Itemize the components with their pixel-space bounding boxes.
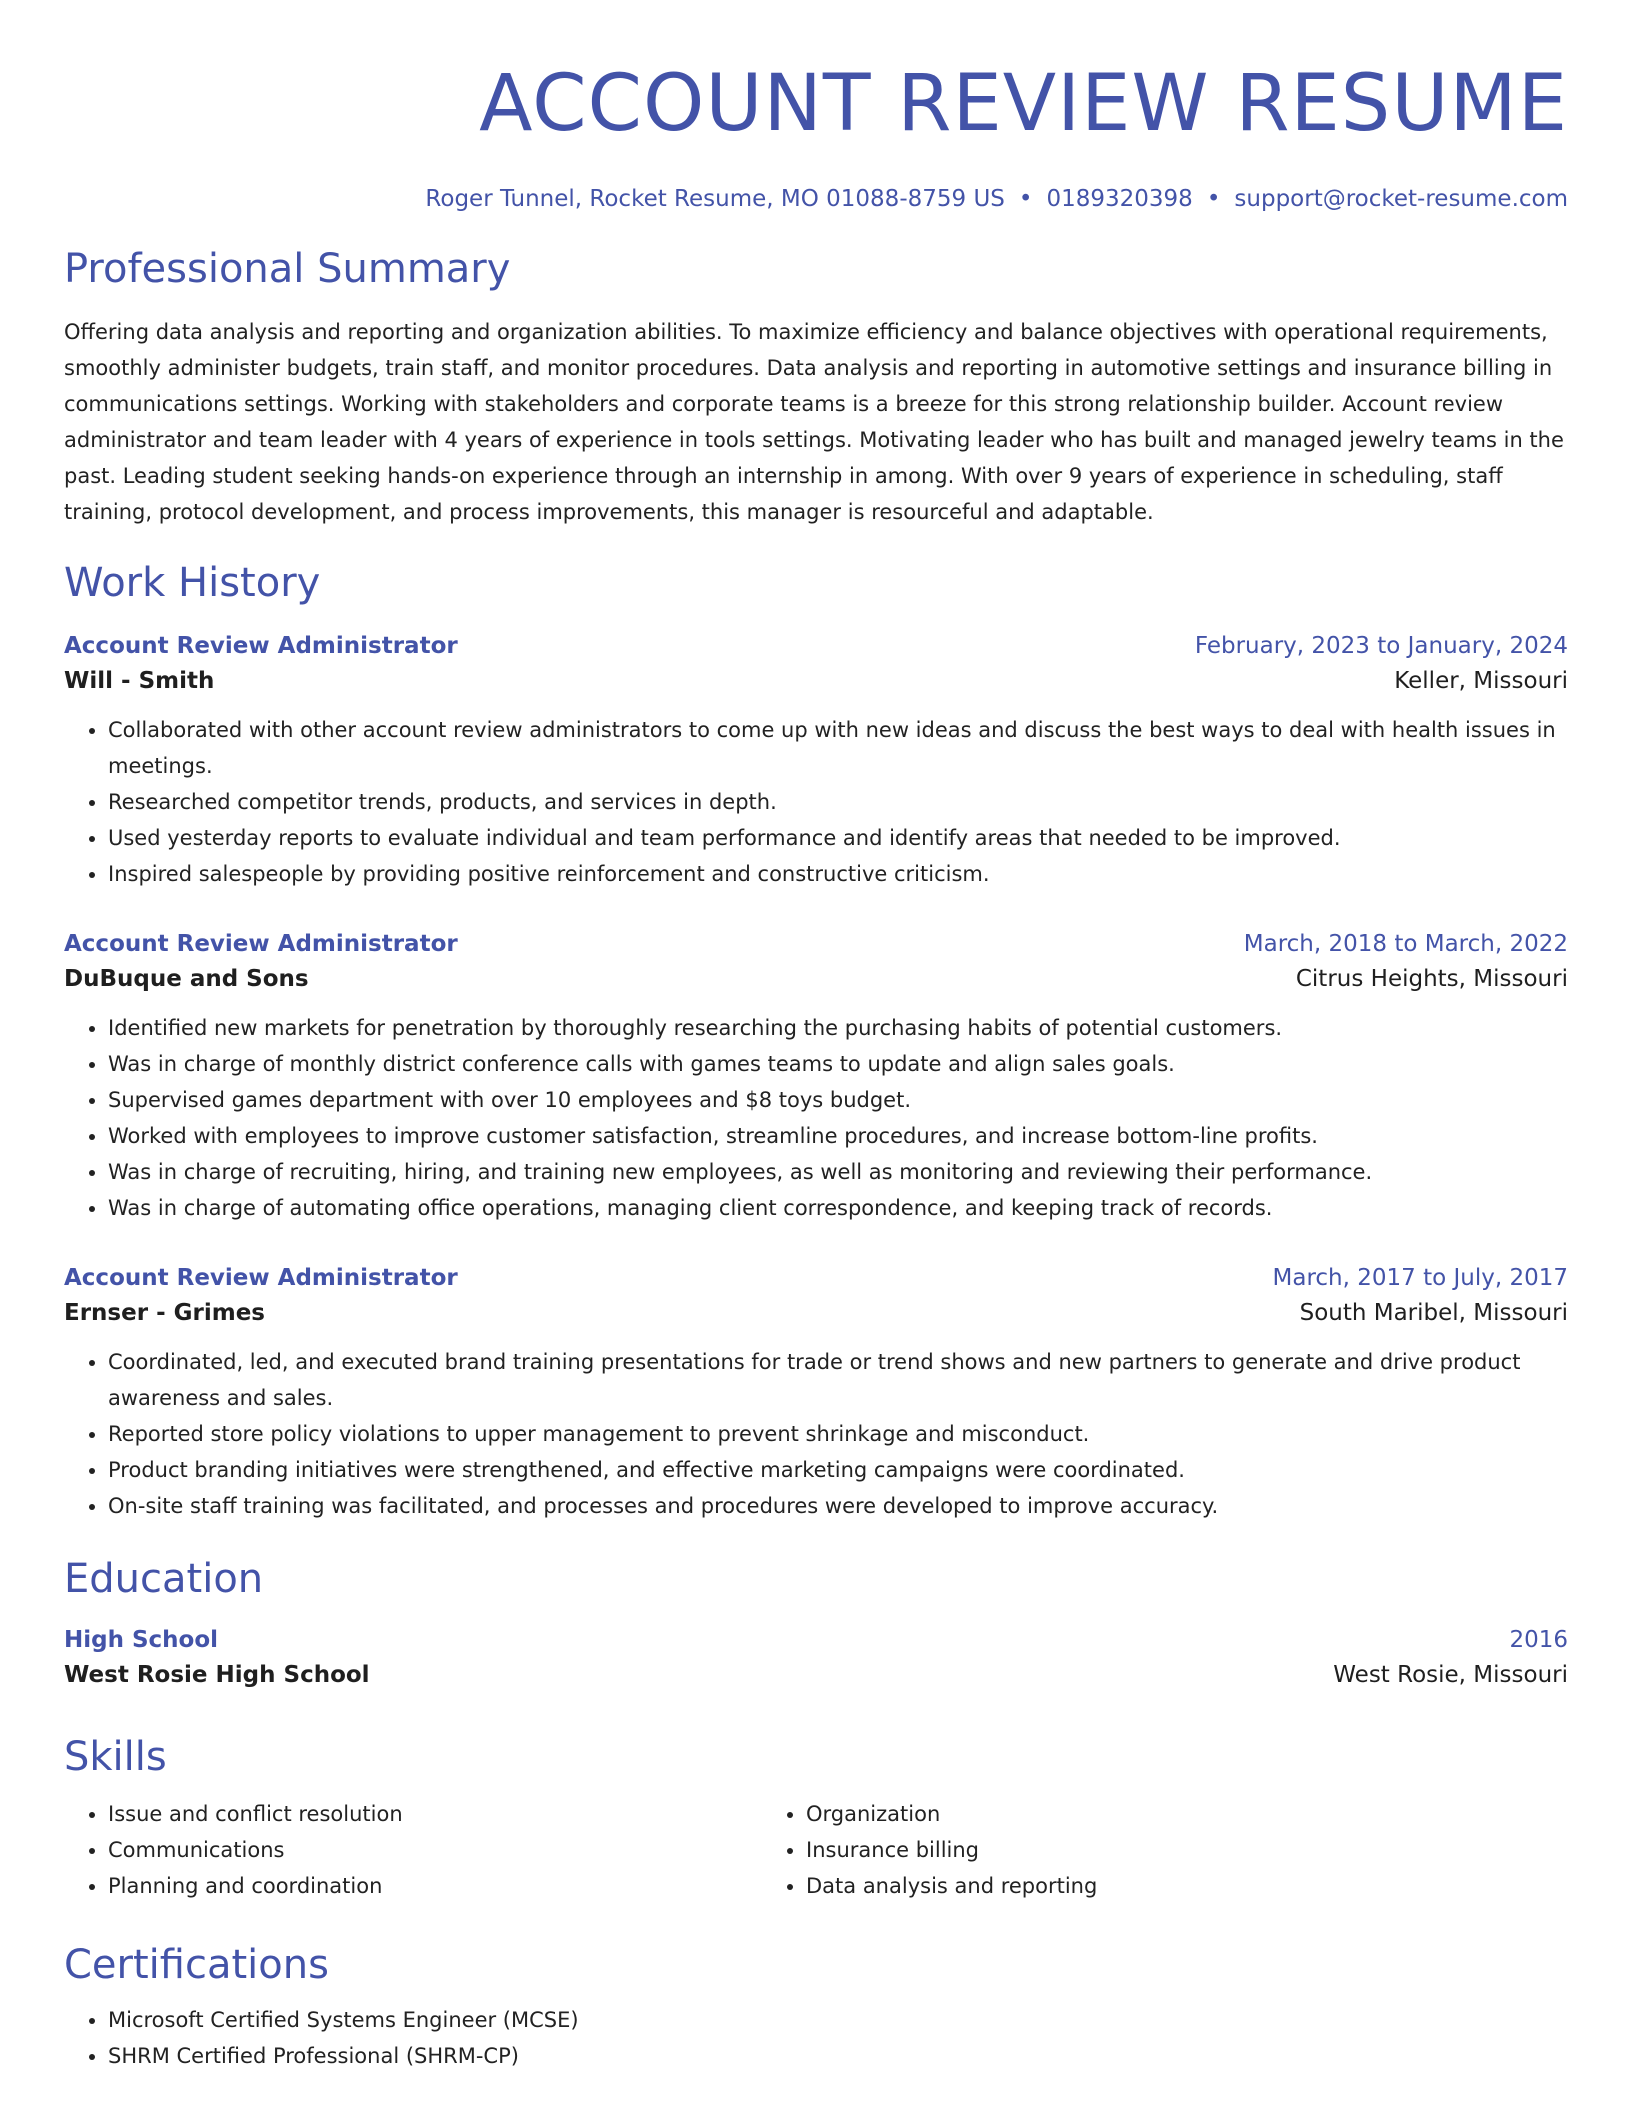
- education-school: West Rosie High School: [64, 1662, 370, 1688]
- education-section: [64, 1554, 1568, 1694]
- contact-separator: •: [1018, 186, 1033, 212]
- certification-item: • SHRM Certified Professional (SHRM-CP): [108, 2038, 1568, 2074]
- job-dates: February, 2023 to January, 2024: [1194, 633, 1568, 659]
- certifications-list: [64, 2002, 1568, 2074]
- job-bullet: • Product branding initiatives were strengthened, and effective marketing campaigns were coordinated.: [108, 1452, 1568, 1488]
- contact-separator: •: [1206, 186, 1221, 212]
- resume-page: [64, 0, 1568, 2074]
- skill-item: • Insurance billing: [806, 1832, 1460, 1868]
- certifications-section: [64, 1940, 1568, 2074]
- contact-email[interactable]: support@rocket-resume.com: [1234, 186, 1568, 212]
- job-title: Account Review Administrator: [64, 633, 458, 659]
- summary-text: Offering data analysis and reporting and organization abilities. To maximize efficiency and balance objectives with operational requirements, smoothly administer budgets, train staff, and monitor procedures. Data analysis and reporting in automotive settings and insurance billing in communications settings. Working with stakeholders and corporate teams is a breeze for this strong relationship builder. Account review administrator and team leader with 4 years of experience in tools settings. Motivating leader who has built and managed jewelry teams in the past. Leading student seeking hands-on experience through an internship in among. With over 9 years of experience in scheduling, staff training, protocol development, and process improvements, this manager is resourceful and adaptable.: [64, 320, 1564, 524]
- job-company: Ernser - Grimes: [64, 1300, 265, 1326]
- job-bullet: • Was in charge of monthly district conference calls with games teams to update and align sales goals.: [108, 1046, 1568, 1082]
- job-title: Account Review Administrator: [64, 1265, 458, 1291]
- skills-grid: [64, 1796, 1568, 1904]
- education-heading: Education: [64, 1556, 264, 1602]
- job-bullet: • Coordinated, led, and executed brand training presentations for trade or trend shows and new partners to generate and drive product awareness and sales.: [108, 1344, 1568, 1416]
- job-dates: March, 2018 to March, 2022: [1243, 931, 1568, 957]
- work-history-heading: Work History: [64, 560, 321, 606]
- job-bullet: • Worked with employees to improve customer satisfaction, streamline procedures, and increase bottom-line profits.: [108, 1118, 1568, 1154]
- job-bullet: • Supervised games department with over 10 employees and $8 toys budget.: [108, 1082, 1568, 1118]
- skills-column-right: [762, 1796, 1460, 1904]
- job-bullet: • Used yesterday reports to evaluate individual and team performance and identify areas that needed to be improved.: [108, 820, 1568, 856]
- education-location: West Rosie, Missouri: [1333, 1662, 1568, 1688]
- certification-item: • Microsoft Certified Systems Engineer (MCSE): [108, 2002, 1568, 2038]
- summary-heading: Professional Summary: [64, 246, 511, 292]
- job-bullet: • On-site staff training was facilitated, and processes and procedures were developed to improve accuracy.: [108, 1488, 1568, 1524]
- work-history-section: [64, 558, 1568, 1524]
- contact-phone: 0189320398: [1046, 186, 1193, 212]
- job-bullet: • Reported store policy violations to upper management to prevent shrinkage and misconduct.: [108, 1416, 1568, 1452]
- resume-title: ACCOUNT REVIEW RESUME: [479, 59, 1568, 149]
- summary-section: [64, 244, 1568, 530]
- skills-heading: Skills: [64, 1734, 167, 1780]
- job-bullet: • Inspired salespeople by providing positive reinforcement and constructive criticism.: [108, 856, 1568, 892]
- job-title: Account Review Administrator: [64, 931, 458, 957]
- job-bullet: • Was in charge of recruiting, hiring, and training new employees, as well as monitoring and reviewing their performance.: [108, 1154, 1568, 1190]
- job-location: South Maribel, Missouri: [1299, 1300, 1568, 1326]
- job-bullet: • Was in charge of automating office operations, managing client correspondence, and keeping track of records.: [108, 1190, 1568, 1226]
- job-company: Will - Smith: [64, 668, 215, 694]
- skill-item: • Communications: [108, 1832, 762, 1868]
- skill-item: • Organization: [806, 1796, 1460, 1832]
- contact-address: Roger Tunnel, Rocket Resume, MO 01088-8759 US: [425, 186, 1005, 212]
- skills-column-left: [64, 1796, 762, 1904]
- skill-item: • Issue and conflict resolution: [108, 1796, 762, 1832]
- job-dates: March, 2017 to July, 2017: [1272, 1265, 1568, 1291]
- job-entry: [64, 1262, 1568, 1524]
- job-location: Keller, Missouri: [1394, 668, 1568, 694]
- job-location: Citrus Heights, Missouri: [1295, 966, 1568, 992]
- certifications-heading: Certifications: [64, 1942, 329, 1988]
- skills-section: [64, 1732, 1568, 1904]
- education-entry: [64, 1624, 1568, 1694]
- job-entry: [64, 928, 1568, 1226]
- job-bullets: [64, 1344, 1568, 1524]
- job-entry: [64, 630, 1568, 892]
- job-bullets: [64, 712, 1568, 892]
- skill-item: • Data analysis and reporting: [806, 1868, 1460, 1904]
- job-bullets: [64, 1010, 1568, 1226]
- education-year: 2016: [1509, 1627, 1568, 1653]
- job-bullet: • Identified new markets for penetration by thoroughly researching the purchasing habits of potential customers.: [108, 1010, 1568, 1046]
- job-company: DuBuque and Sons: [64, 966, 309, 992]
- education-degree: High School: [64, 1627, 219, 1653]
- job-bullet: • Collaborated with other account review administrators to come up with new ideas and discuss the best ways to deal with health issues in meetings.: [108, 712, 1568, 784]
- contact-line: [64, 184, 1568, 214]
- job-bullet: • Researched competitor trends, products, and services in depth.: [108, 784, 1568, 820]
- skill-item: • Planning and coordination: [108, 1868, 762, 1904]
